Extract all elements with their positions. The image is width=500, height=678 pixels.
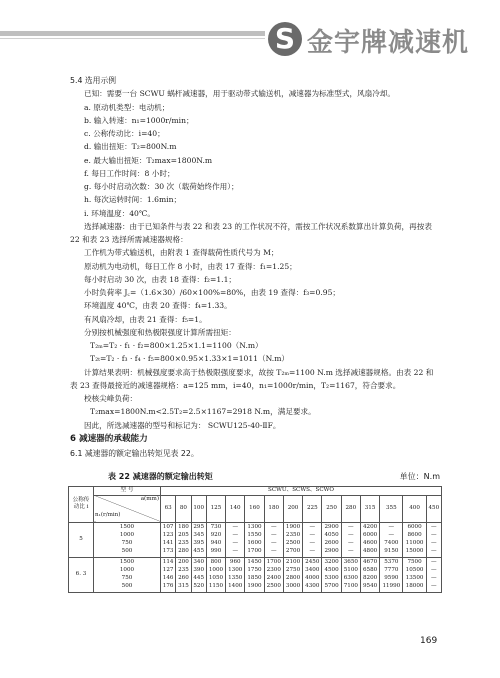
condition-item: i. 环境温度：40℃。 (84, 208, 155, 218)
header-rule-thin (0, 38, 265, 39)
check-formula: T₂max=1800N.m<2.5T₂=2.5×1167=2918 N.m，满足要求。 (90, 407, 316, 417)
torque-cell: 107 123 141 173 (161, 522, 176, 557)
page-number: 169 (420, 636, 438, 646)
torque-cell: 295 345 395 455 (191, 522, 206, 557)
table-header-row (69, 487, 442, 496)
intro-paragraph: 已知：需要一台 SCWU 蜗杆减速器，用于驱动带式输送机，减速器为标准型式，风扇冷却。 (84, 89, 396, 99)
center-distance-cell: 180 (264, 495, 283, 522)
calc-line: 小时负荷率 J꜀=（1.6×30）/60×100%=80%，由表 19 查得：f₃=0.95； (84, 288, 341, 297)
brand-title: 金宇牌减速机 (307, 28, 470, 58)
center-distance-cell: 160 (245, 495, 264, 522)
torque-cell: 114 127 146 176 (161, 557, 176, 592)
center-distance-cell: 400 (403, 495, 426, 522)
result-paragraph: 计算结果表明：机械强度要求高于热极限强度要求，故按 T₂ₘ=1100 N.m 选择减速器规格。由表 22 和表 23 查得最接近的减速器规格：a=125 mm，i=40，n₁=1000r/min，T₂=1167，符合要求。 (70, 367, 434, 390)
condition-item: f. 每日工作时间：8 小时； (84, 168, 175, 178)
brand-logo-icon (268, 22, 302, 56)
torque-cell: — — 7400 9150 (380, 522, 403, 557)
torque-cell: 3200 4500 5300 5700 (322, 557, 341, 592)
torque-cell: 800 1000 1050 1150 (206, 557, 225, 592)
torque-cell: 730 920 940 990 (206, 522, 225, 557)
condition-item: d. 输出扭矩：T₂=800N.m (84, 142, 177, 152)
torque-cell: 2900 4050 2600 2900 (322, 522, 341, 557)
header-rule (0, 31, 265, 36)
torque-cell: 3650 5100 6300 7100 (341, 557, 360, 592)
table-title: 表 22 减速器的额定输出转矩 (108, 472, 213, 481)
calc-line: 环境温度 40℃，由表 20 查得：f₄=1.33。 (84, 301, 232, 311)
torque-cell: 1300 1550 1600 1700 (245, 522, 264, 557)
center-distance-cell: 315 (360, 495, 379, 522)
torque-cell: 7500 10500 13500 18000 (403, 557, 426, 592)
center-distance-cell: 100 (191, 495, 206, 522)
table-unit: 单位：N.m (399, 472, 440, 481)
subsection-heading-6-1: 6.1 减速器的额定输出转矩见表 22。 (70, 448, 199, 458)
condition-item: g. 每小时启动次数：30 次（载荷始终作用）； (84, 182, 239, 191)
torque-cell: — — — — (426, 557, 441, 592)
torque-cell: 1900 2350 2500 2700 (283, 522, 302, 557)
speed-cell: 1500 1000 750 500 (94, 557, 161, 592)
torque-cell: 960 1300 1350 1400 (226, 557, 245, 592)
torque-cell: 4670 6580 8200 9540 (360, 557, 379, 592)
center-distance-cell: 125 (206, 495, 225, 522)
ratio-cell: 5 (69, 522, 94, 557)
center-distance-label: a(mm) (140, 495, 159, 502)
torque-cell: — — — — (303, 522, 322, 557)
calc-line: 工作机为带式输送机，由附表 1 查得载荷性质代号为 M； (84, 248, 279, 258)
condition-item: a. 原动机类型：电动机； (84, 102, 170, 112)
torque-cell: — — — — (264, 522, 283, 557)
calc-line: 每小时启动 30 次，由表 18 查得：f₂=1.1； (84, 274, 236, 284)
condition-item: b. 输入转速：n₁=1000r/min； (84, 115, 194, 125)
torque-cell: 1700 2300 2400 2500 (264, 557, 283, 592)
series-label-cell: SCWU、SCWS、SCWO (161, 487, 442, 496)
rated-torque-table (68, 486, 442, 593)
calc-line: 有风扇冷却，由表 21 查得：f₅=1。 (84, 314, 207, 324)
torque-cell: 2100 2750 2800 3000 (283, 557, 302, 592)
torque-cell: — — — — (226, 522, 245, 557)
torque-cell: — — — — (341, 522, 360, 557)
check-heading: 校核尖峰负荷： (84, 394, 138, 403)
center-distance-cell: 355 (380, 495, 403, 522)
center-distance-cell: 225 (303, 495, 322, 522)
section-heading-6: 6 减速器的承载能力 (70, 433, 148, 444)
calc-line: 分别按机械强度和热极限强度计算所需扭矩： (84, 327, 236, 337)
conclusion-line: 因此，所选减速器的型号和标记为： SCWU125-40-ⅡF。 (84, 420, 281, 430)
speed-cell: 1500 1000 750 500 (94, 522, 161, 557)
condition-item: e. 最大输出扭矩：T₂max=1800N.m (84, 155, 213, 165)
center-distance-cell: 200 (283, 495, 302, 522)
center-distance-cell: 280 (341, 495, 360, 522)
torque-cell: 4200 6000 4600 4800 (360, 522, 379, 557)
selection-paragraph: 选择减速器：由于已知条件与表 22 和表 23 的工作状况不符，需按工作状况系数算出计算负荷，再按表 22 和表 23 选择所需减速器规格： (70, 221, 432, 244)
condition-item: c. 公称传动比：i=40； (84, 129, 165, 138)
center-distance-cell: 450 (426, 495, 441, 522)
torque-cell: 200 235 260 315 (176, 557, 191, 592)
torque-cell: 180 205 235 280 (176, 522, 191, 557)
table-row (69, 522, 442, 557)
formula-line: T₂ₜ=T₂ · f₃ · f₄ · f₅=800×0.95×1.33×1=1011（N.m） (90, 354, 289, 364)
logo-letter: S (274, 22, 296, 55)
document-body (70, 74, 440, 460)
input-speed-label: n₁(r/min) (95, 511, 121, 518)
formula-line: T₂ₘ=T₂ · f₁ · f₂=800×1.25×1.1=1100（N.m） (90, 341, 263, 350)
center-distance-cell: 140 (226, 495, 245, 522)
center-distance-cell: 80 (176, 495, 191, 522)
center-distance-cell: 250 (322, 495, 341, 522)
torque-cell: 6000 8600 11000 15000 (403, 522, 426, 557)
calc-line: 原动机为电动机，每日工作 8 小时，由表 17 查得：f₁=1.25； (84, 261, 297, 271)
diagonal-header-cell (94, 495, 161, 522)
center-distance-cell: 63 (161, 495, 176, 522)
ratio-cell: 6. 3 (69, 557, 94, 592)
section-heading-5-4: 5.4 选用示例 (70, 76, 117, 85)
condition-item: h. 每次运转时间：1.6min； (84, 195, 182, 205)
table-caption (70, 471, 440, 483)
torque-cell: — — — — (426, 522, 441, 557)
ratio-header-cell: 公称传动比 i (69, 487, 94, 523)
torque-cell: 1450 1750 1850 1900 (245, 557, 264, 592)
table-row (69, 557, 442, 592)
torque-cell: 5370 7770 9590 11990 (380, 557, 403, 592)
torque-cell: 340 390 445 520 (191, 557, 206, 592)
model-label-cell: 型 号 (94, 487, 161, 496)
torque-cell: 2450 3400 4000 4300 (303, 557, 322, 592)
